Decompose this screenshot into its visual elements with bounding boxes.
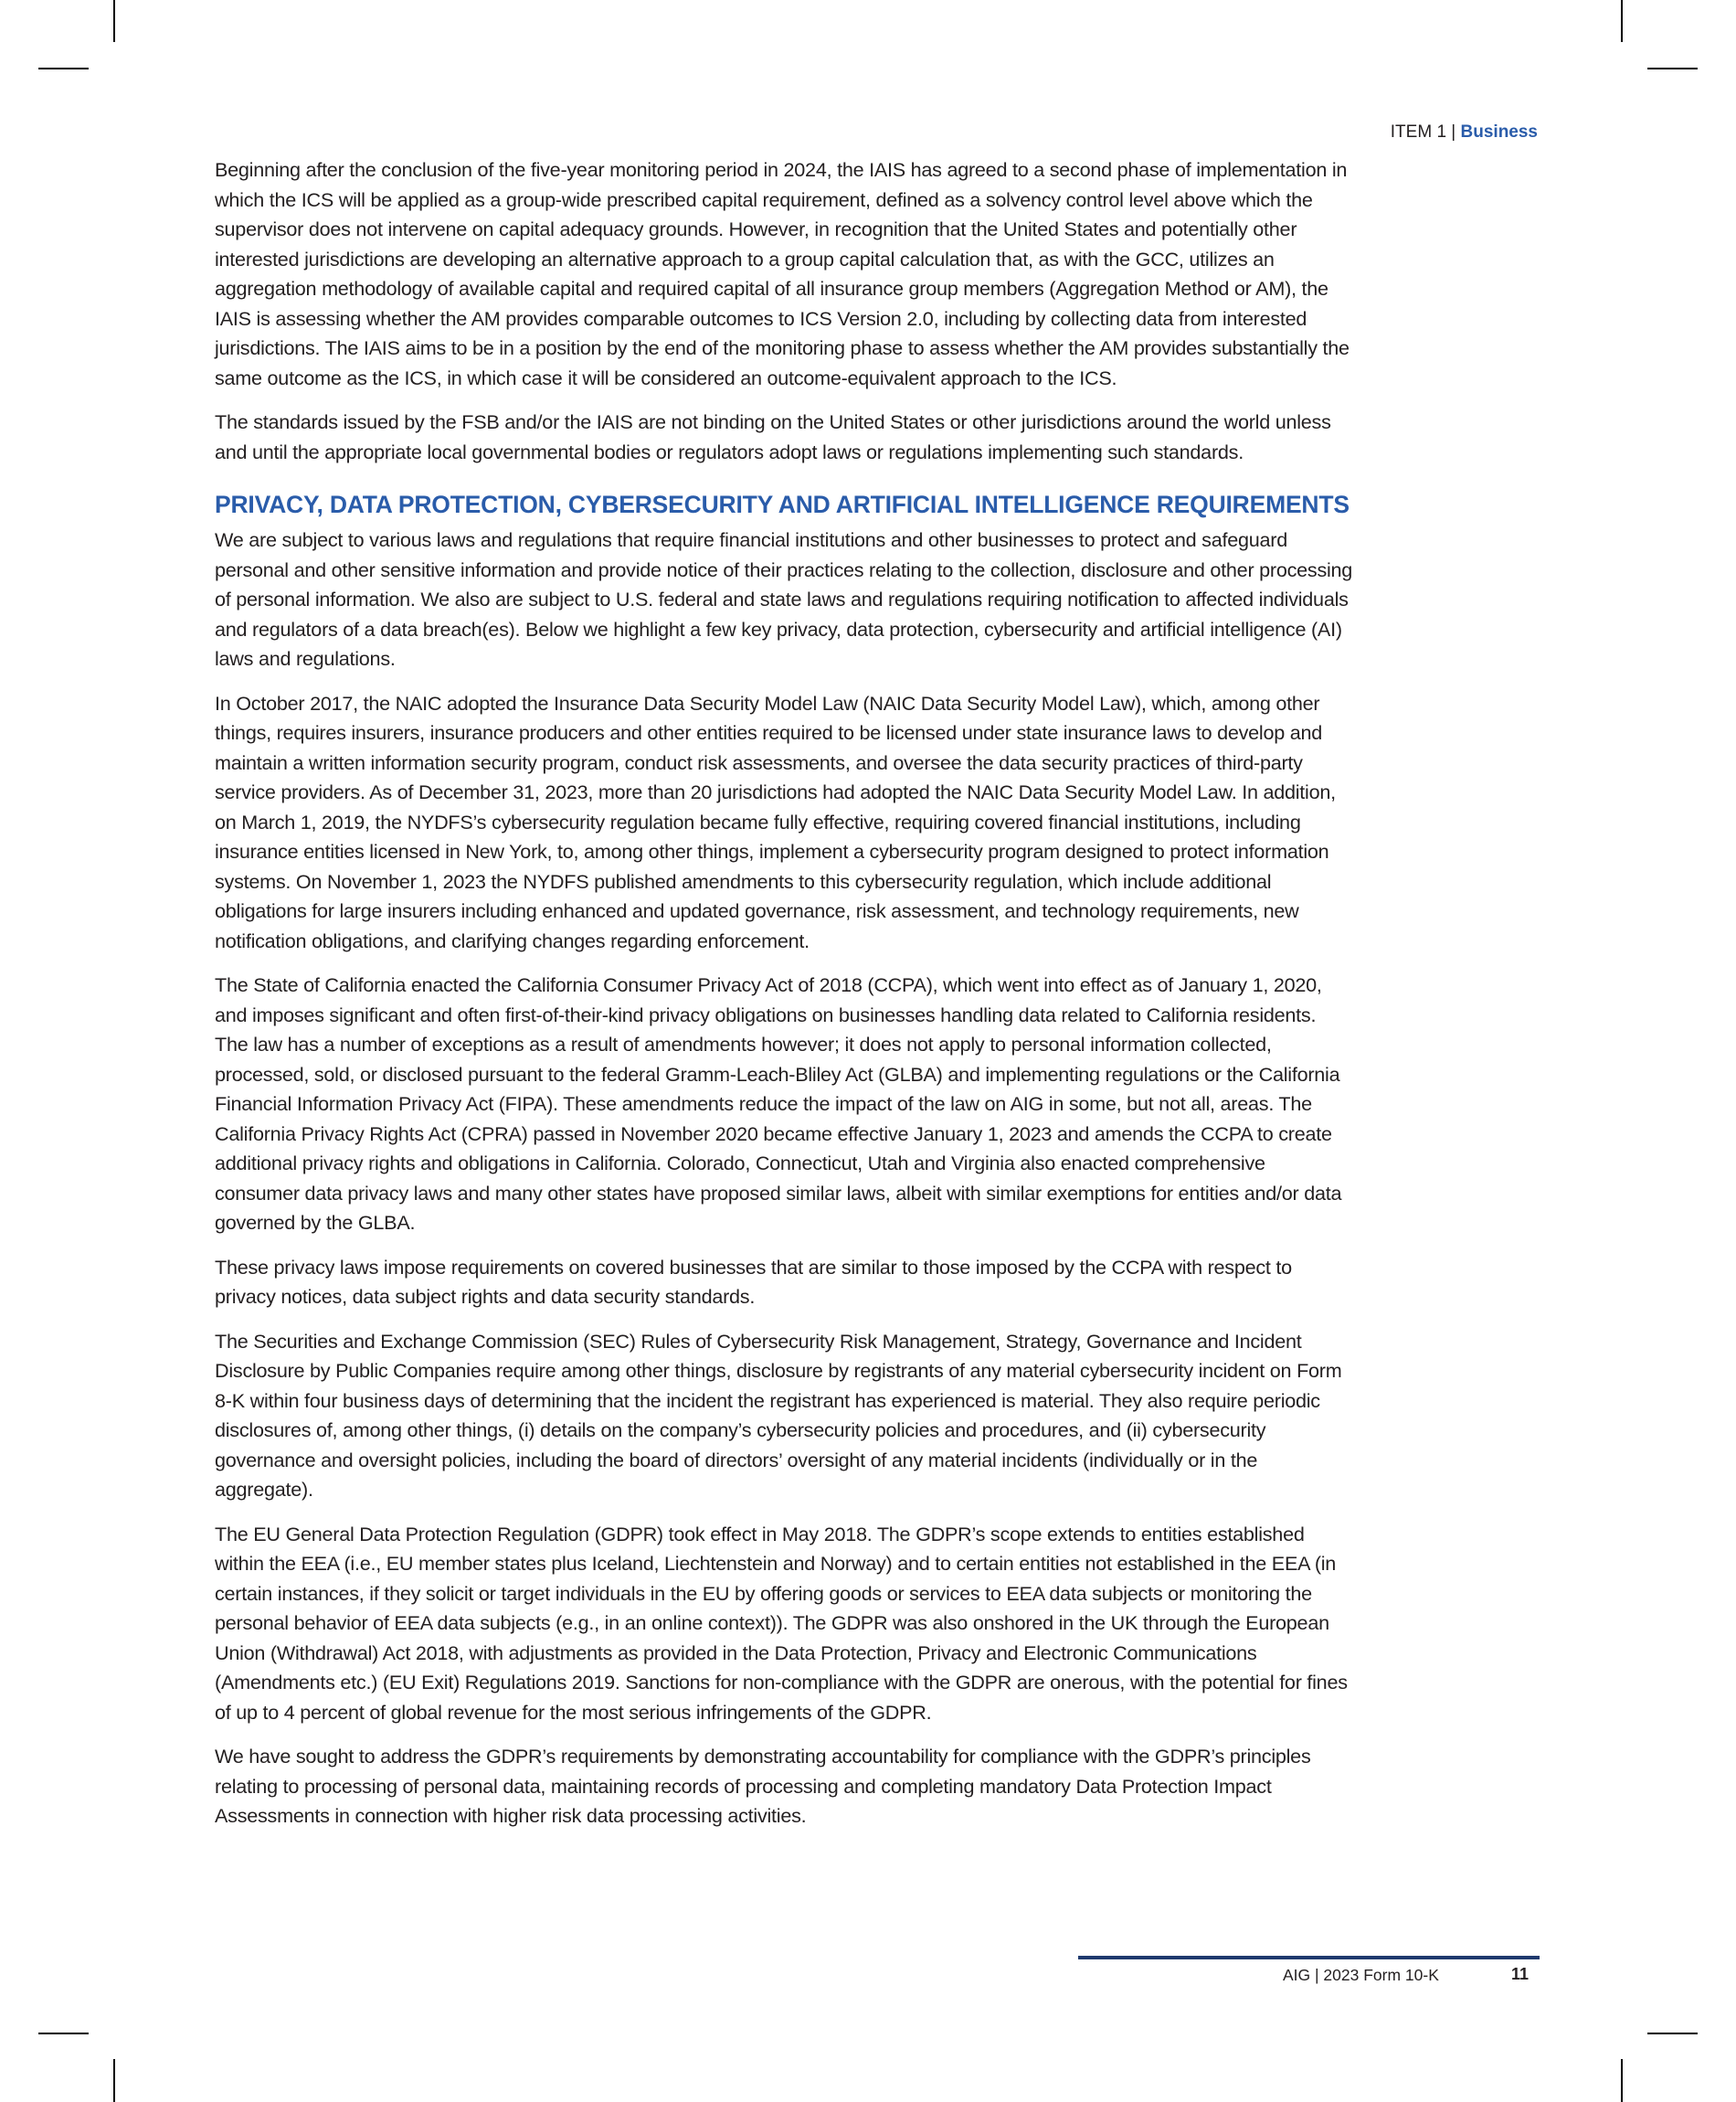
text-line: aggregate). — [215, 1478, 313, 1501]
crop-mark-top-right-horizontal — [1647, 68, 1698, 69]
item-label: ITEM 1 | — [1390, 122, 1461, 142]
paragraph — [215, 971, 1540, 1238]
crop-mark-bottom-left-horizontal — [38, 2033, 89, 2034]
crop-mark-bottom-left-vertical — [113, 2059, 115, 2102]
text-line: aggregation methodology of available capital and required capital of all insurance group members (Aggregation Method or AM), the — [215, 277, 1328, 300]
text-line: relating to processing of personal data, maintaining records of processing and completing mandatory Data Protection Impact — [215, 1774, 1272, 1798]
paragraph — [215, 689, 1540, 957]
text-line: governance and oversight policies, including the board of directors’ oversight of any material incidents (individually or in the — [215, 1448, 1258, 1471]
text-line: In October 2017, the NAIC adopted the Insurance Data Security Model Law (NAIC Data Security Model Law), which, among other — [215, 691, 1320, 715]
text-line: The Securities and Exchange Commission (SEC) Rules of Cybersecurity Risk Management, Strategy, Governance and Incident — [215, 1329, 1302, 1353]
text-line: and until the appropriate local governmental bodies or regulators adopt laws or regulations implementing such standards. — [215, 440, 1244, 463]
text-line: things, requires insurers, insurance producers and other entities required to be licensed under state insurance laws to develop and — [215, 721, 1323, 744]
page-number: 11 — [1511, 1965, 1530, 1983]
text-line: governed by the GLBA. — [215, 1211, 416, 1234]
paragraph — [215, 1742, 1540, 1831]
page-body — [215, 155, 1540, 1846]
text-line: personal behavior of EEA data subjects (e.g., in an online context)). The GDPR was also onshored in the UK through the European — [215, 1611, 1329, 1634]
text-line: personal and other sensitive information and provide notice of their practices relating to the collection, disclosure and other processing — [215, 557, 1353, 581]
footer-document-label: AIG | 2023 Form 10-K — [1283, 1966, 1439, 1984]
text-line: consumer data privacy laws and many other states have proposed similar laws, albeit with similar exemptions for entities and/or data — [215, 1181, 1342, 1205]
text-line: Disclosure by Public Companies require among other things, disclosure by registrants of any material cybersecurity incident on Form — [215, 1359, 1342, 1382]
section-heading: PRIVACY, DATA PROTECTION, CYBERSECURITY AND ARTIFICIAL INTELLIGENCE REQUIREMENTS — [215, 491, 1350, 518]
paragraph — [215, 408, 1540, 467]
crop-mark-bottom-right-horizontal — [1647, 2033, 1698, 2034]
text-line: IAIS is assessing whether the AM provides comparable outcomes to ICS Version 2.0, including by collecting data from interested — [215, 306, 1307, 330]
text-line: insurance entities licensed in New York, to, among other things, implement a cybersecurity program designed to protect information — [215, 840, 1329, 863]
paragraph — [215, 155, 1540, 393]
text-line: same outcome as the ICS, in which case it will be considered an outcome-equivalent approach to the ICS. — [215, 366, 1117, 389]
text-line: California Privacy Rights Act (CPRA) passed in November 2020 became effective January 1, 2023 and amends the CCPA to create — [215, 1121, 1332, 1145]
text-line: of personal information. We also are subject to U.S. federal and state laws and regulations requiring notification to affected individuals — [215, 588, 1349, 610]
text-line: additional privacy rights and obligations in California. Colorado, Connecticut, Utah and Virginia also enacted comprehensive — [215, 1152, 1265, 1174]
text-line: 8-K within four business days of determining that the incident the registrant has experienced is material. They also require periodic — [215, 1388, 1320, 1412]
paragraph — [215, 526, 1540, 674]
text-line: privacy notices, data subject rights and data security standards. — [215, 1285, 756, 1308]
text-line: of up to 4 percent of global revenue for the most serious infringements of the GDPR. — [215, 1700, 932, 1724]
text-line: and imposes significant and often first-of-their-kind privacy obligations on businesses handling data related to California residents. — [215, 1003, 1317, 1026]
text-line: We are subject to various laws and regulations that require financial institutions and other businesses to protect and safeguard — [215, 528, 1287, 551]
running-header — [1391, 122, 1538, 143]
text-line: Beginning after the conclusion of the five-year monitoring period in 2024, the IAIS has agreed to a second phase of implementation in — [215, 158, 1348, 181]
text-line: Financial Information Privacy Act (FIPA). These amendments reduce the impact of the law on AIG in some, but not all, areas. The — [215, 1092, 1312, 1115]
text-line: notification obligations, and clarifying changes regarding enforcement. — [215, 929, 810, 952]
text-line: processed, sold, or disclosed pursuant to the federal Gramm-Leach-Bliley Act (GLBA) and implementing regulations or the California — [215, 1062, 1340, 1086]
text-line: certain instances, if they solicit or target individuals in the EU by offering goods or services to EEA data subjects or monitoring the — [215, 1581, 1312, 1605]
text-line: The law has a number of exceptions as a result of amendments however; it does not apply to personal information collected, — [215, 1033, 1272, 1056]
text-line: laws and regulations. — [215, 647, 396, 670]
section-label: Business — [1460, 122, 1538, 142]
text-line: These privacy laws impose requirements on covered businesses that are similar to those imposed by the CCPA with respect to — [215, 1255, 1292, 1279]
crop-mark-top-left-vertical — [113, 0, 115, 42]
text-line: We have sought to address the GDPR’s requirements by demonstrating accountability for compliance with the GDPR’s principles — [215, 1745, 1311, 1768]
text-line: jurisdictions. The IAIS aims to be in a position by the end of the monitoring phase to assess whether the AM provides substantially the — [215, 336, 1350, 359]
crop-mark-bottom-right-vertical — [1621, 2059, 1623, 2102]
footer-rule — [1078, 1956, 1540, 1959]
paragraph — [215, 1520, 1540, 1728]
text-line: on March 1, 2019, the NYDFS’s cybersecurity regulation became fully effective, requiring covered financial institutions, including — [215, 810, 1301, 833]
paragraph — [215, 1253, 1540, 1312]
paragraph — [215, 1327, 1540, 1505]
text-line: disclosures of, among other things, (i) details on the company’s cybersecurity policies and procedures, and (ii) cybersecurity — [215, 1418, 1266, 1441]
text-line: service providers. As of December 31, 2023, more than 20 jurisdictions had adopted the NAIC Data Security Model Law. In addition, — [215, 780, 1336, 803]
text-line: maintain a written information security program, conduct risk assessments, and oversee the data security practices of third-party — [215, 750, 1303, 774]
text-line: The EU General Data Protection Regulation (GDPR) took effect in May 2018. The GDPR’s scope extends to entities established — [215, 1522, 1305, 1545]
text-line: Assessments in connection with higher risk data processing activities. — [215, 1804, 807, 1827]
paragraphs-before-heading — [215, 155, 1540, 467]
text-line: which the ICS will be applied as a group-wide prescribed capital requirement, defined as a solvency control level above which the — [215, 187, 1313, 211]
text-line: obligations for large insurers including enhanced and updated governance, risk assessment, and technology requirements, new — [215, 899, 1299, 922]
crop-mark-top-right-vertical — [1621, 0, 1623, 42]
crop-mark-top-left-horizontal — [38, 68, 89, 69]
text-line: Union (Withdrawal) Act 2018, with adjustments as provided in the Data Protection, Privacy and Electronic Communications — [215, 1640, 1257, 1664]
text-line: (Amendments etc.) (EU Exit) Regulations 2019. Sanctions for non-compliance with the GDPR are onerous, with the potential for fines — [215, 1671, 1348, 1693]
text-line: interested jurisdictions are developing an alternative approach to a group capital calculation that, as with the GCC, utilizes an — [215, 247, 1275, 271]
text-line: within the EEA (i.e., EU member states plus Iceland, Liechtenstein and Norway) and to certain entities not established in the EEA (in — [215, 1552, 1337, 1575]
text-line: and regulators of a data breach(es). Below we highlight a few key privacy, data protection, cybersecurity and artificial intelligence (AI) — [215, 617, 1342, 641]
paragraphs-after-heading — [215, 526, 1540, 1831]
text-line: systems. On November 1, 2023 the NYDFS published amendments to this cybersecurity regulation, which include additional — [215, 869, 1272, 893]
text-line: The standards issued by the FSB and/or the IAIS are not binding on the United States or other jurisdictions around the world unless — [215, 410, 1331, 433]
text-line: The State of California enacted the California Consumer Privacy Act of 2018 (CCPA), which went into effect as of January 1, 2020, — [215, 973, 1322, 996]
text-line: supervisor does not intervene on capital adequacy grounds. However, in recognition that the United States and potentially other — [215, 218, 1297, 240]
